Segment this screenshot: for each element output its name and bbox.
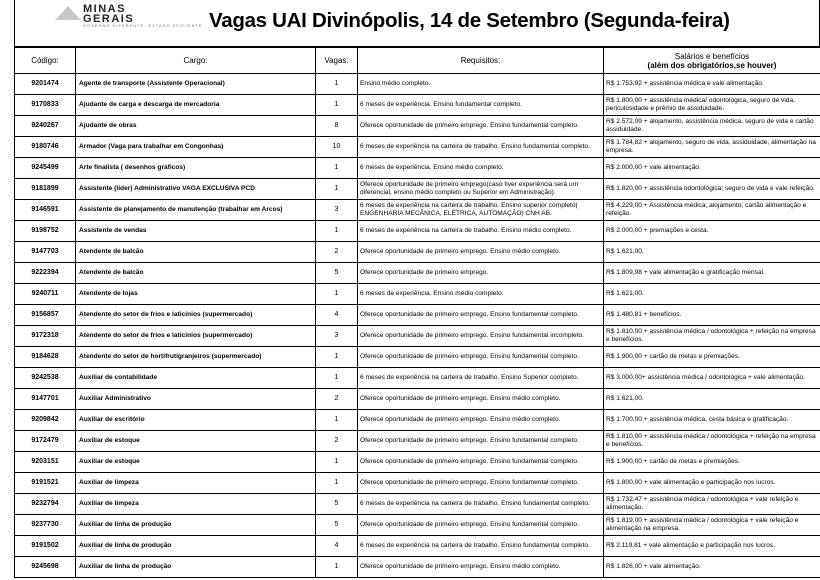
cell-vagas: 5 [316,494,358,515]
table-row [15,410,820,431]
page-header [14,0,820,47]
cell-cargo: Ajudante de carga e descarga de mercadoria [76,95,316,116]
cell-req: Oferece oportunidade de primeiro emprego. [358,263,604,284]
cell-cargo: Atendente de lojas [76,284,316,305]
cell-code: 9172479 [15,431,76,452]
cell-sal: R$ 1.800,00 + assistência médica/ odontológica, seguro de vida, periculosidade e prêmio de assiduidade. [604,95,820,116]
table-row [15,137,820,158]
column-header-cargo: Cargo: [76,48,316,74]
cell-vagas: 1 [316,557,358,578]
cell-req: Oferece oportunidade de primeiro emprego. Ensino médio completo. [358,242,604,263]
table-row [15,200,820,221]
jobs-table [14,47,820,578]
cell-req: Oferece oportunidade de primeiro emprego. Ensino fundamental incompleto. [358,326,604,347]
logo-name-line1: MINAS [83,3,126,15]
cell-vagas: 1 [316,221,358,242]
cell-sal: R$ 1.621,00. [604,284,820,305]
cell-cargo: Armador (Vaga para trabalhar em Congonhas) [76,137,316,158]
cell-code: 9198752 [15,221,76,242]
cell-code: 9184628 [15,347,76,368]
cell-cargo: Atendente do setor de hortifrutigranjeiros (supermercado) [76,347,316,368]
cell-sal: R$ 1.810,00 + assistência médica / odontológica + refeição na empresa e benefícios. [604,431,820,452]
table-row [15,263,820,284]
table-row [15,74,820,95]
cell-cargo: Auxiliar de limpeza [76,494,316,515]
cell-req: 6 meses de experiência na carteira de trabalho. Ensino médio completo. [358,221,604,242]
table-row [15,221,820,242]
cell-cargo: Auxiliar de linha de produção [76,536,316,557]
cell-vagas: 5 [316,263,358,284]
cell-cargo: Auxiliar de estoque [76,452,316,473]
column-header-salarios [604,48,820,74]
cell-code: 9170833 [15,95,76,116]
cell-vagas: 2 [316,242,358,263]
cell-code: 9181899 [15,179,76,200]
table-row [15,389,820,410]
cell-vagas: 2 [316,431,358,452]
cell-req: Oferece oportunidade de primeiro emprego. Ensino fundamental completo. [358,116,604,137]
cell-cargo: Auxiliar de escritório [76,410,316,431]
cell-sal: R$ 1.700,00 + assistência médica, cesta básica e gratificação. [604,410,820,431]
table-row [15,347,820,368]
cell-req: Oferece oportunidade de primeiro emprego. Ensino médio completo. [358,410,604,431]
cell-sal: R$ 1.480,81 + benefícios. [604,305,820,326]
cell-req: 6 meses de experiência na carteira de trabalho. Ensino Superior completo. [358,368,604,389]
cell-cargo: Auxiliar de limpeza [76,473,316,494]
cell-req: 6 meses de experiência. Ensino médio completo. [358,158,604,179]
table-row [15,515,820,536]
cell-code: 9203151 [15,452,76,473]
cell-vagas: 1 [316,368,358,389]
cell-cargo: Assistente de planejamento de manutenção (trabalhar em Arcos) [76,200,316,221]
cell-vagas: 1 [316,410,358,431]
cell-code: 9237730 [15,515,76,536]
cell-vagas: 2 [316,389,358,410]
cell-sal: R$ 1.900,00 + cartão de metas e premiações. [604,347,820,368]
cell-code: 9156857 [15,305,76,326]
cell-vagas: 3 [316,326,358,347]
cell-req: Oferece oportunidade de primeiro emprego. Ensino médio completo. [358,389,604,410]
minas-gerais-logo [55,3,205,28]
cell-cargo: Ajudante de obras [76,116,316,137]
cell-sal: R$ 1.753,92 + assistência médica e vale alimentação. [604,74,820,95]
cell-cargo: Atendente do setor de frios e laticínios (supermercado) [76,305,316,326]
cell-code: 9242538 [15,368,76,389]
cell-code: 9209842 [15,410,76,431]
cell-vagas: 1 [316,95,358,116]
cell-code: 9180746 [15,137,76,158]
cell-vagas: 1 [316,347,358,368]
cell-cargo: Arte finalista ( desenhos gráficos) [76,158,316,179]
cell-vagas: 4 [316,305,358,326]
column-header-code: Código: [15,48,76,74]
cell-code: 9232794 [15,494,76,515]
cell-sal: R$ 1.810,00 + assistência médica / odontológica + refeição na empresa e benefícios. [604,326,820,347]
cell-cargo: Agente de transporte (Assistente Operacional) [76,74,316,95]
table-row [15,326,820,347]
cell-vagas: 8 [316,116,358,137]
logo-tagline: GOVERNO DIFERENTE. ESTADO EFICIENTE. [83,23,205,28]
cell-sal: R$ 4.229,00 + Assistência médica; alojamento; cartão alimentação e refeição. [604,200,820,221]
cell-req: Oferece oportunidade de primeiro emprego. Ensino fundamental completo. [358,473,604,494]
cell-sal: R$ 1.621,00. [604,242,820,263]
cell-req: 6 meses de experiência na carteira de trabalho. Ensino fundamental completo. [358,494,604,515]
cell-vagas: 3 [316,200,358,221]
cell-code: 9240267 [15,116,76,137]
logo-name-line2: GERAIS [83,13,135,25]
cell-code: 9222394 [15,263,76,284]
cell-sal: R$ 1.784,82 + alojamento, seguro de vida, assiduidade, alimentação na empresa. [604,137,820,158]
cell-req: Ensino médio completo. [358,74,604,95]
table-row [15,284,820,305]
cell-vagas: 10 [316,137,358,158]
cell-code: 9191521 [15,473,76,494]
cell-vagas: 1 [316,74,358,95]
table-row [15,368,820,389]
salarios-header-label: Salários e benefícios [674,51,750,61]
cell-sal: R$ 2.000,00 + premiações e cesta. [604,221,820,242]
table-row [15,494,820,515]
cell-code: 9201474 [15,74,76,95]
cell-vagas: 1 [316,452,358,473]
table-row [15,452,820,473]
cell-sal: R$ 1.621,00. [604,389,820,410]
table-row [15,179,820,200]
cell-vagas: 4 [316,536,358,557]
cell-cargo: Atendente do setor de frios e laticínios (supermercado) [76,326,316,347]
cell-cargo: Auxiliar Administrativo [76,389,316,410]
cell-cargo: Auxiliar de contabilidade [76,368,316,389]
table-row [15,557,820,578]
table-row [15,242,820,263]
logo-name [83,4,134,24]
cell-code: 9147701 [15,389,76,410]
cell-sal: R$ 2.000,00 + vale alimentação. [604,158,820,179]
cell-req: Oferece oportunidade de primeiro emprego. Ensino fundamental completo. [358,347,604,368]
cell-req: 6 meses de experiência na carteira de trabalho. Ensino superior completo( ENGENHARIA MECÂNICA, ELÉTRICA, AUTOMAÇÃO) CNH AB. [358,200,604,221]
column-header-vagas: Vagas: [316,48,358,74]
cell-req: Oferece oportunidade de primeiro emprego. Ensino fundamental completo. [358,431,604,452]
cell-code: 9147703 [15,242,76,263]
cell-vagas: 1 [316,179,358,200]
cell-vagas: 1 [316,473,358,494]
table-row [15,116,820,137]
cell-req: 6 meses de experiência na carteira de trabalho. Ensino fundamental completo. [358,137,604,158]
cell-sal: R$ 2.572,09 + alojamento, assistência médica, seguro de vida e cartão assiduidade. [604,116,820,137]
cell-vagas: 5 [316,515,358,536]
cell-sal: R$ 1.800,00 + vale alimentação e participação nos lucros. [604,473,820,494]
cell-sal: R$ 1.732,47 + assistência médica / odontológica + vale refeição e alimentação. [604,494,820,515]
salarios-header-note: (além dos obrigatórios,se houver) [647,60,777,70]
cell-cargo: Atendente de balcão [76,242,316,263]
page-title: Vagas UAI Divinópolis, 14 de Setembro (Segunda-feira) [209,9,730,32]
cell-sal: R$ 1.809,98 + vale alimentação e gratificação mensal. [604,263,820,284]
cell-code: 9191502 [15,536,76,557]
cell-req: 6 meses de experiência na carteira de trabalho. Ensino fundamental completo. [358,536,604,557]
table-row [15,473,820,494]
cell-sal: R$ 1.819,00 + assistência médica / odontológica + vale refeição e alimentação na empresa. [604,515,820,536]
table-row [15,431,820,452]
table-row [15,536,820,557]
cell-cargo: Auxiliar de estoque [76,431,316,452]
cell-req: Oferece oportunidade de primeiro emprego. Ensino fundamental completo. [358,515,604,536]
table-row [15,305,820,326]
cell-sal: R$ 2.119,81 + vale alimentação e participação nos lucros. [604,536,820,557]
cell-req: Oferece oportunidade de primeiro emprego. Ensino fundamental completo. [358,452,604,473]
cell-code: 9146591 [15,200,76,221]
cell-req: Oferece oportunidade de primeiro emprego. Ensino fundamental completo. [358,305,604,326]
cell-cargo: Auxiliar de linha de produção [76,515,316,536]
column-header-requisitos: Requisitos: [358,48,604,74]
cell-sal: R$ 1.826,00 + vale alimentação. [604,557,820,578]
table-row [15,95,820,116]
cell-code: 9245698 [15,557,76,578]
cell-code: 9240711 [15,284,76,305]
cell-req: 6 meses de experiência. Ensino médio completo. [358,284,604,305]
cell-req: Oferece oportunidade de primeiro emprego(caso tiver experiência será um diferencial, ensino médio completo ou Superior em Administração). [358,179,604,200]
table-row [15,158,820,179]
cell-cargo: Auxiliar de linha de produção [76,557,316,578]
cell-req: Oferece oportunidade de primeiro emprego. Ensino médio completo. [358,557,604,578]
cell-req: 6 meses de experiência. Ensino fundamental completo. [358,95,604,116]
logo-mark-icon [55,6,81,20]
cell-sal: R$ 1.900,00 + cartão de metas e premiações. [604,452,820,473]
table-header-row [15,48,820,74]
cell-vagas: 1 [316,284,358,305]
cell-sal: R$ 3.000,00+ assistência médica / odontológica + vale alimentação. [604,368,820,389]
cell-code: 9245499 [15,158,76,179]
cell-cargo: Assistente de vendas [76,221,316,242]
cell-cargo: Atendente de balcão [76,263,316,284]
cell-cargo: Assistente (líder) Administrativo VAGA EXCLUSIVA PCD [76,179,316,200]
cell-sal: R$ 1.820,00 + assistência odontológica; seguro de vida e vale refeição. [604,179,820,200]
cell-code: 9172318 [15,326,76,347]
cell-vagas: 1 [316,158,358,179]
